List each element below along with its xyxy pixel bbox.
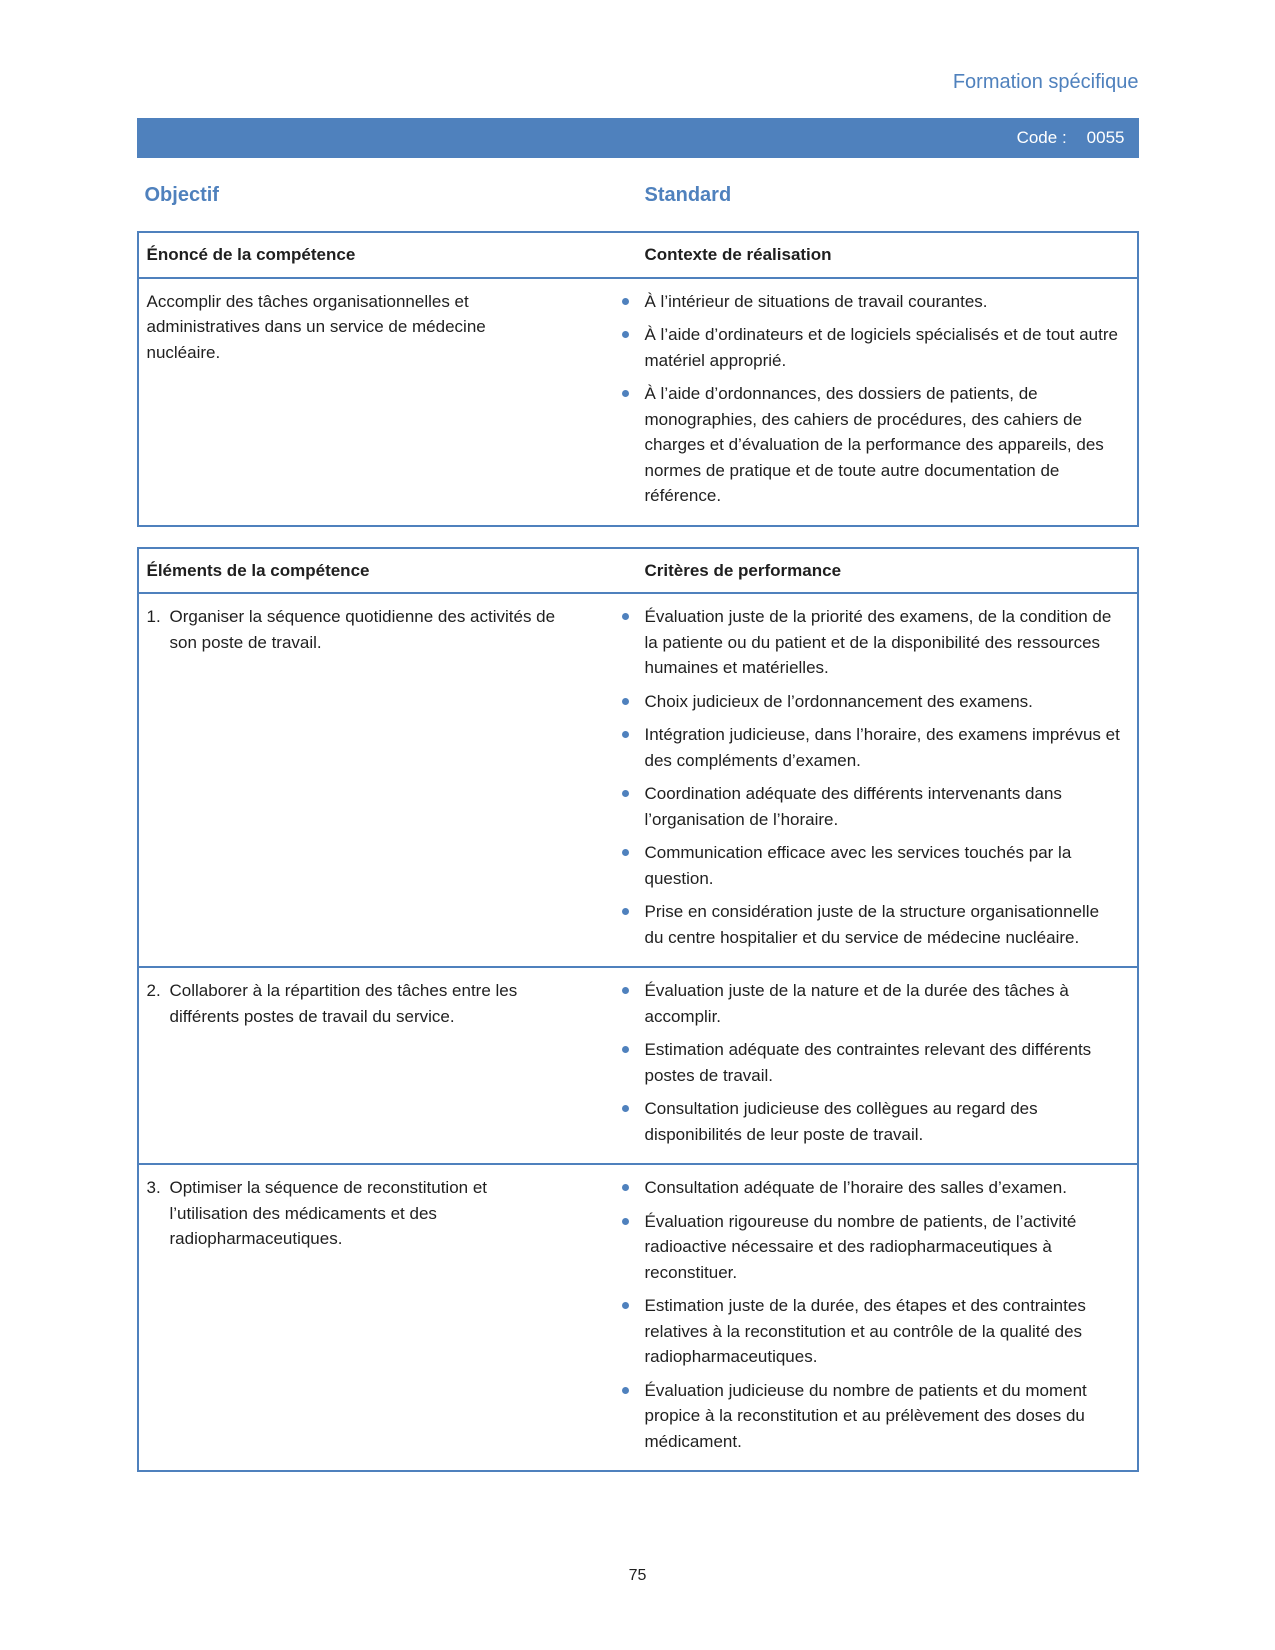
statement-cell bbox=[139, 1165, 610, 1470]
competence-elements-table bbox=[137, 547, 1139, 1473]
table-row bbox=[139, 1165, 1137, 1470]
bullet-item: À l’intérieur de situations de travail courantes. bbox=[610, 289, 1123, 315]
table-header-row bbox=[139, 549, 1137, 595]
code-value: 0055 bbox=[1086, 128, 1125, 147]
document-page bbox=[137, 0, 1139, 1585]
numbered-item bbox=[147, 978, 562, 1029]
item-number: 2. bbox=[146, 981, 161, 1000]
bullet-item: Évaluation juste de la nature et de la durée des tâches à accomplir. bbox=[610, 978, 1123, 1029]
statement-cell bbox=[139, 968, 610, 1163]
bullet-item: À l’aide d’ordinateurs et de logiciels spécialisés et de tout autre matériel approprié. bbox=[610, 322, 1123, 373]
statement-text: Optimiser la séquence de reconstitution et l’utilisation des médicaments et des radiopharmaceutiques. bbox=[169, 1178, 488, 1248]
bullet-item: Consultation adéquate de l’horaire des salles d’examen. bbox=[610, 1175, 1123, 1201]
bullet-item: Prise en considération juste de la structure organisationnelle du centre hospitalier et du service de médecine nucléaire. bbox=[610, 899, 1123, 950]
criteria-cell bbox=[610, 1165, 1137, 1470]
code-label: Code : bbox=[1016, 128, 1067, 147]
criteria-cell bbox=[610, 968, 1137, 1163]
bullet-list bbox=[610, 1175, 1123, 1454]
statement-table-body bbox=[139, 279, 1137, 525]
table-row bbox=[139, 968, 1137, 1165]
competence-statement-table bbox=[137, 231, 1139, 527]
statement-text: Organiser la séquence quotidienne des activités de son poste de travail. bbox=[169, 607, 556, 652]
contexte-header: Contexte de réalisation bbox=[644, 245, 832, 264]
bullet-item: Communication efficace avec les services touchés par la question. bbox=[610, 840, 1123, 891]
bullet-item: Intégration judicieuse, dans l’horaire, des examens imprévus et des compléments d’examen. bbox=[610, 722, 1123, 773]
criteria-cell bbox=[610, 279, 1137, 525]
item-number: 3. bbox=[146, 1178, 161, 1197]
table-row bbox=[139, 594, 1137, 968]
code-bar bbox=[137, 118, 1139, 158]
bullet-list bbox=[610, 604, 1123, 950]
bullet-item: Estimation juste de la durée, des étapes et des contraintes relatives à la reconstitution et au contrôle de la qualité des radiopharmaceutiques. bbox=[610, 1293, 1123, 1370]
numbered-item bbox=[147, 604, 562, 655]
table-header-row bbox=[139, 233, 1137, 279]
bullet-item: Coordination adéquate des différents intervenants dans l’organisation de l’horaire. bbox=[610, 781, 1123, 832]
statement-text: Accomplir des tâches organisationnelles et administratives dans un service de médecine nucléaire. bbox=[146, 291, 486, 362]
objectif-heading: Objectif bbox=[144, 184, 219, 206]
column-headings bbox=[137, 184, 1139, 207]
statement-cell bbox=[139, 279, 610, 525]
bullet-item: Évaluation judicieuse du nombre de patients et du moment propice à la reconstitution et au prélèvement des doses du médicament. bbox=[610, 1378, 1123, 1455]
elements-table-body bbox=[139, 594, 1137, 1470]
criteres-header: Critères de performance bbox=[644, 560, 842, 580]
statement-cell bbox=[139, 594, 610, 966]
page-number: 75 bbox=[628, 1567, 647, 1584]
numbered-item bbox=[147, 1175, 562, 1252]
bullet-item: Choix judicieux de l’ordonnancement des examens. bbox=[610, 689, 1123, 715]
section-label: Formation spécifique bbox=[952, 71, 1139, 93]
statement-text: Collaborer à la répartition des tâches entre les différents postes de travail du service. bbox=[169, 981, 518, 1026]
bullet-item: Estimation adéquate des contraintes relevant des différents postes de travail. bbox=[610, 1037, 1123, 1088]
bullet-item: Consultation judicieuse des collègues au regard des disponibilités de leur poste de travail. bbox=[610, 1096, 1123, 1147]
criteria-cell bbox=[610, 594, 1137, 966]
bullet-list bbox=[610, 978, 1123, 1147]
item-number: 1. bbox=[146, 607, 161, 626]
bullet-item: Évaluation rigoureuse du nombre de patients, de l’activité radioactive nécessaire et des radiopharmaceutiques à reconstituer. bbox=[610, 1209, 1123, 1286]
standard-heading: Standard bbox=[644, 184, 732, 206]
enonce-header: Énoncé de la compétence bbox=[146, 245, 356, 264]
bullet-item: À l’aide d’ordonnances, des dossiers de patients, de monographies, des cahiers de procédures, des cahiers de charges et d’évaluation de la performance des appareils, des normes de pratique et de toute autre documentation de référence. bbox=[610, 381, 1123, 509]
bullet-item: Évaluation juste de la priorité des examens, de la condition de la patiente ou du patient et de la disponibilité des ressources humaines et matérielles. bbox=[610, 604, 1123, 681]
bullet-list bbox=[610, 289, 1123, 509]
elements-header: Éléments de la compétence bbox=[146, 560, 370, 580]
table-row bbox=[139, 279, 1137, 525]
